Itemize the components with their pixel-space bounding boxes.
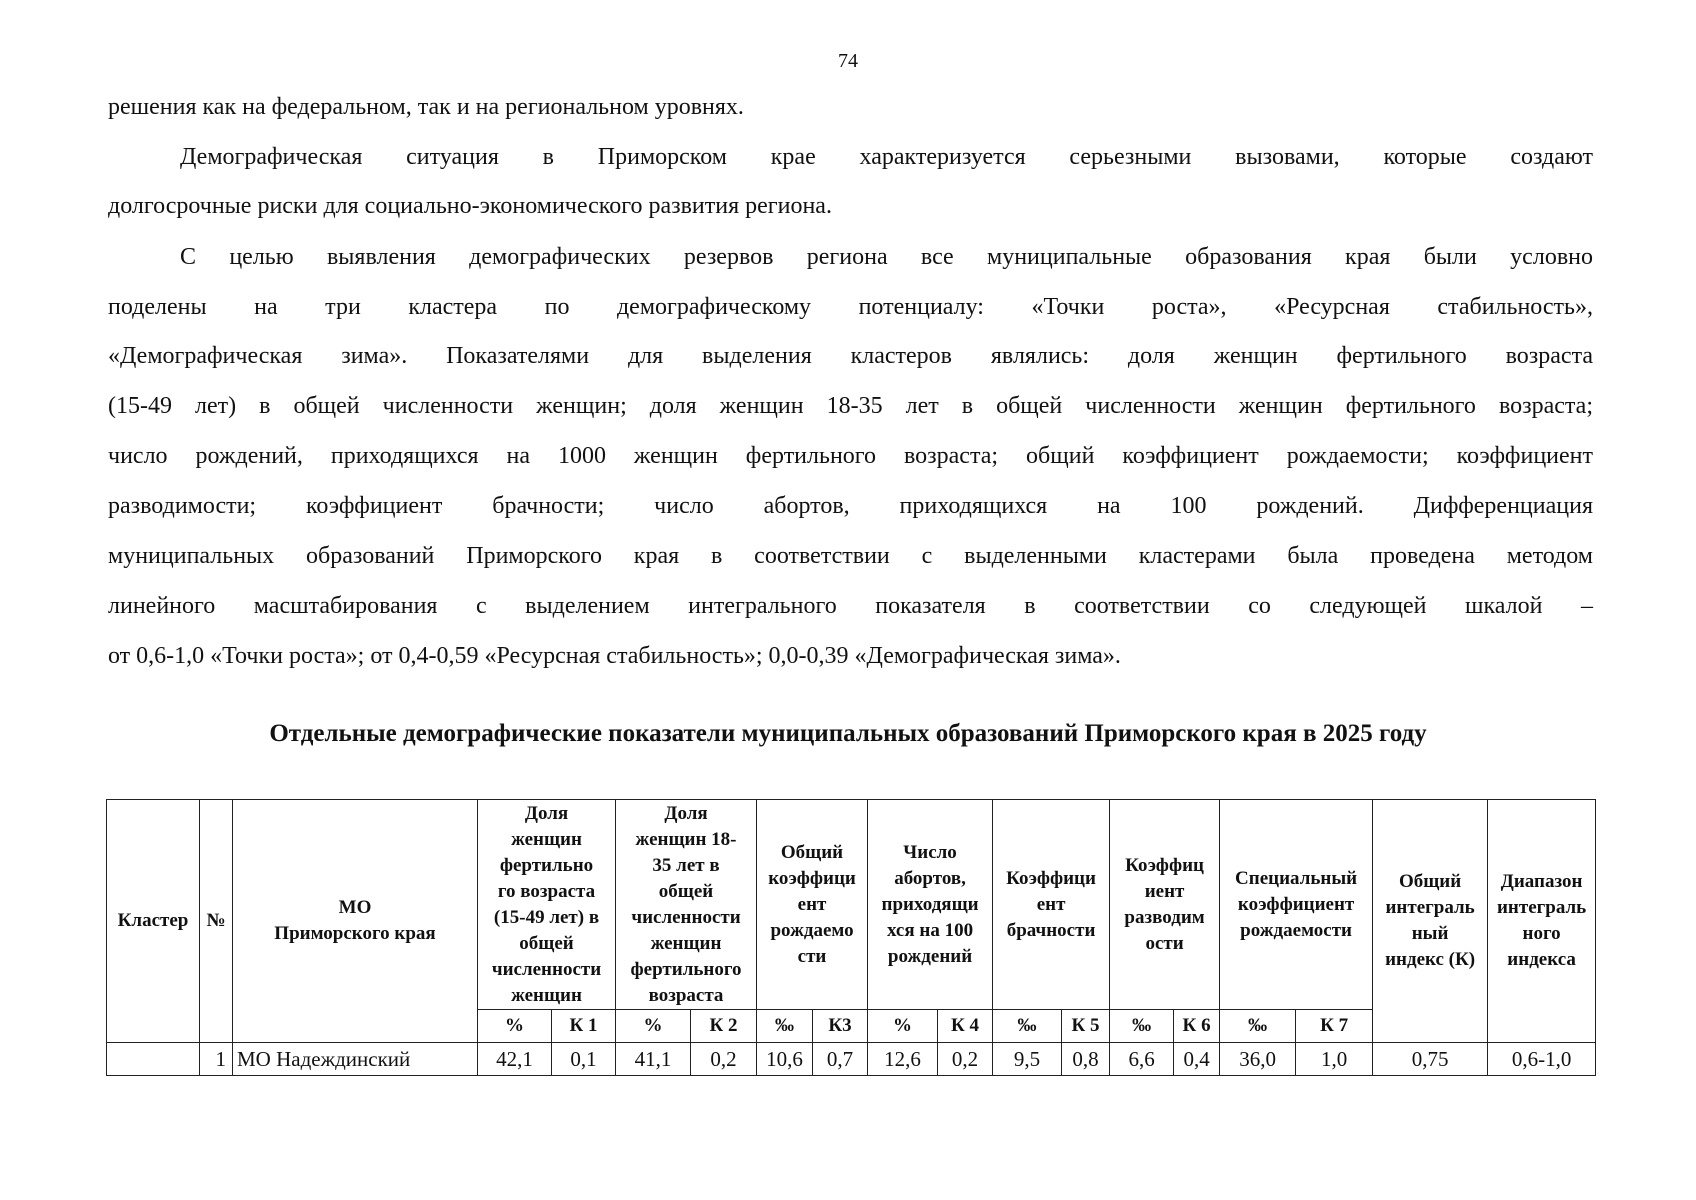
page-number: 74 xyxy=(838,50,858,72)
header-cluster: Кластер xyxy=(107,800,200,1043)
cell-value: 10,6 xyxy=(757,1043,813,1076)
cell-value: 1,0 xyxy=(1296,1043,1373,1076)
header-special-birth: Специальный коэффициент рождаемости xyxy=(1220,800,1373,1010)
header-divorce: Коэффиц иент разводим ости xyxy=(1110,800,1220,1010)
table-caption: Отдельные демографические показатели муниципальных образований Приморского края в 2025 году xyxy=(269,720,1427,747)
header-birth-rate: Общий коэффици ент рождаемо сти xyxy=(757,800,868,1010)
header-share-18-35: Доля женщин 18- 35 лет в общей численности женщин фертильного возраста xyxy=(616,800,757,1010)
cell-value: 42,1 xyxy=(478,1043,552,1076)
unit-cell: ‰ xyxy=(993,1010,1062,1043)
text-line: разводимости; коэффициент брачности; число абортов, приходящихся на 100 рождений. Дифференциация xyxy=(108,493,1593,519)
demographic-table xyxy=(106,799,1596,1076)
cell-value: 0,1 xyxy=(552,1043,616,1076)
text-line: Демографическая ситуация в Приморском крае характеризуется серьезными вызовами, которые создают xyxy=(180,144,1593,170)
text-line: от 0,6-1,0 «Точки роста»; от 0,4-0,59 «Ресурсная стабильность»; 0,0-0,39 «Демографическая зима». xyxy=(108,643,1121,669)
table-row xyxy=(107,1043,1596,1076)
cell-value: 0,7 xyxy=(813,1043,868,1076)
text-line: долгосрочные риски для социально-экономического развития региона. xyxy=(108,193,832,219)
header-number: № xyxy=(200,800,233,1043)
cell-value: 6,6 xyxy=(1110,1043,1174,1076)
unit-cell: ‰ xyxy=(757,1010,813,1043)
unit-cell: К 1 xyxy=(552,1010,616,1043)
table-header-row xyxy=(107,800,1596,1010)
header-mo: МО Приморского края xyxy=(233,800,478,1043)
unit-cell: % xyxy=(616,1010,691,1043)
text-line: поделены на три кластера по демографическому потенциалу: «Точки роста», «Ресурсная стабильность», xyxy=(108,294,1593,320)
text-line: число рождений, приходящихся на 1000 женщин фертильного возраста; общий коэффициент рождаемости; коэффициент xyxy=(108,443,1593,469)
cell-cluster xyxy=(107,1043,200,1076)
cell-value: 9,5 xyxy=(993,1043,1062,1076)
unit-cell: К 2 xyxy=(691,1010,757,1043)
cell-value: 36,0 xyxy=(1220,1043,1296,1076)
unit-cell: К 7 xyxy=(1296,1010,1373,1043)
unit-cell: К 6 xyxy=(1174,1010,1220,1043)
unit-cell: К 4 xyxy=(938,1010,993,1043)
cell-value: 0,2 xyxy=(938,1043,993,1076)
cell-value: 12,6 xyxy=(868,1043,938,1076)
unit-cell: ‰ xyxy=(1110,1010,1174,1043)
cell-range: 0,6-1,0 xyxy=(1488,1043,1596,1076)
cell-mo: МО Надеждинский xyxy=(233,1043,478,1076)
header-marriage: Коэффици ент брачности xyxy=(993,800,1110,1010)
unit-cell: К3 xyxy=(813,1010,868,1043)
text-line: решения как на федеральном, так и на региональном уровнях. xyxy=(108,94,744,120)
header-share-fertile: Доля женщин фертильно го возраста (15-49 лет) в общей численности женщин xyxy=(478,800,616,1010)
cell-value: 0,2 xyxy=(691,1043,757,1076)
cell-value: 0,8 xyxy=(1062,1043,1110,1076)
text-line: «Демографическая зима». Показателями для выделения кластеров являлись: доля женщин фертильного возраста xyxy=(108,343,1593,369)
cell-value: 41,1 xyxy=(616,1043,691,1076)
cell-integral-index: 0,75 xyxy=(1373,1043,1488,1076)
header-range: Диапазон интеграль ного индекса xyxy=(1488,800,1596,1043)
unit-cell: ‰ xyxy=(1220,1010,1296,1043)
text-line: (15-49 лет) в общей численности женщин; доля женщин 18-35 лет в общей численности женщин фертильного возраста; xyxy=(108,393,1593,419)
unit-cell: % xyxy=(478,1010,552,1043)
cell-value: 0,4 xyxy=(1174,1043,1220,1076)
unit-cell: % xyxy=(868,1010,938,1043)
header-integral-index: Общий интеграль ный индекс (К) xyxy=(1373,800,1488,1043)
text-line: муниципальных образований Приморского края в соответствии с выделенными кластерами была проведена методом xyxy=(108,543,1593,569)
cell-number: 1 xyxy=(200,1043,233,1076)
text-line: С целью выявления демографических резервов региона все муниципальные образования края были условно xyxy=(180,244,1593,270)
header-abortions: Число абортов, приходящи хся на 100 рождений xyxy=(868,800,993,1010)
unit-cell: К 5 xyxy=(1062,1010,1110,1043)
text-line: линейного масштабирования с выделением интегрального показателя в соответствии со следующей шкалой – xyxy=(108,593,1593,619)
